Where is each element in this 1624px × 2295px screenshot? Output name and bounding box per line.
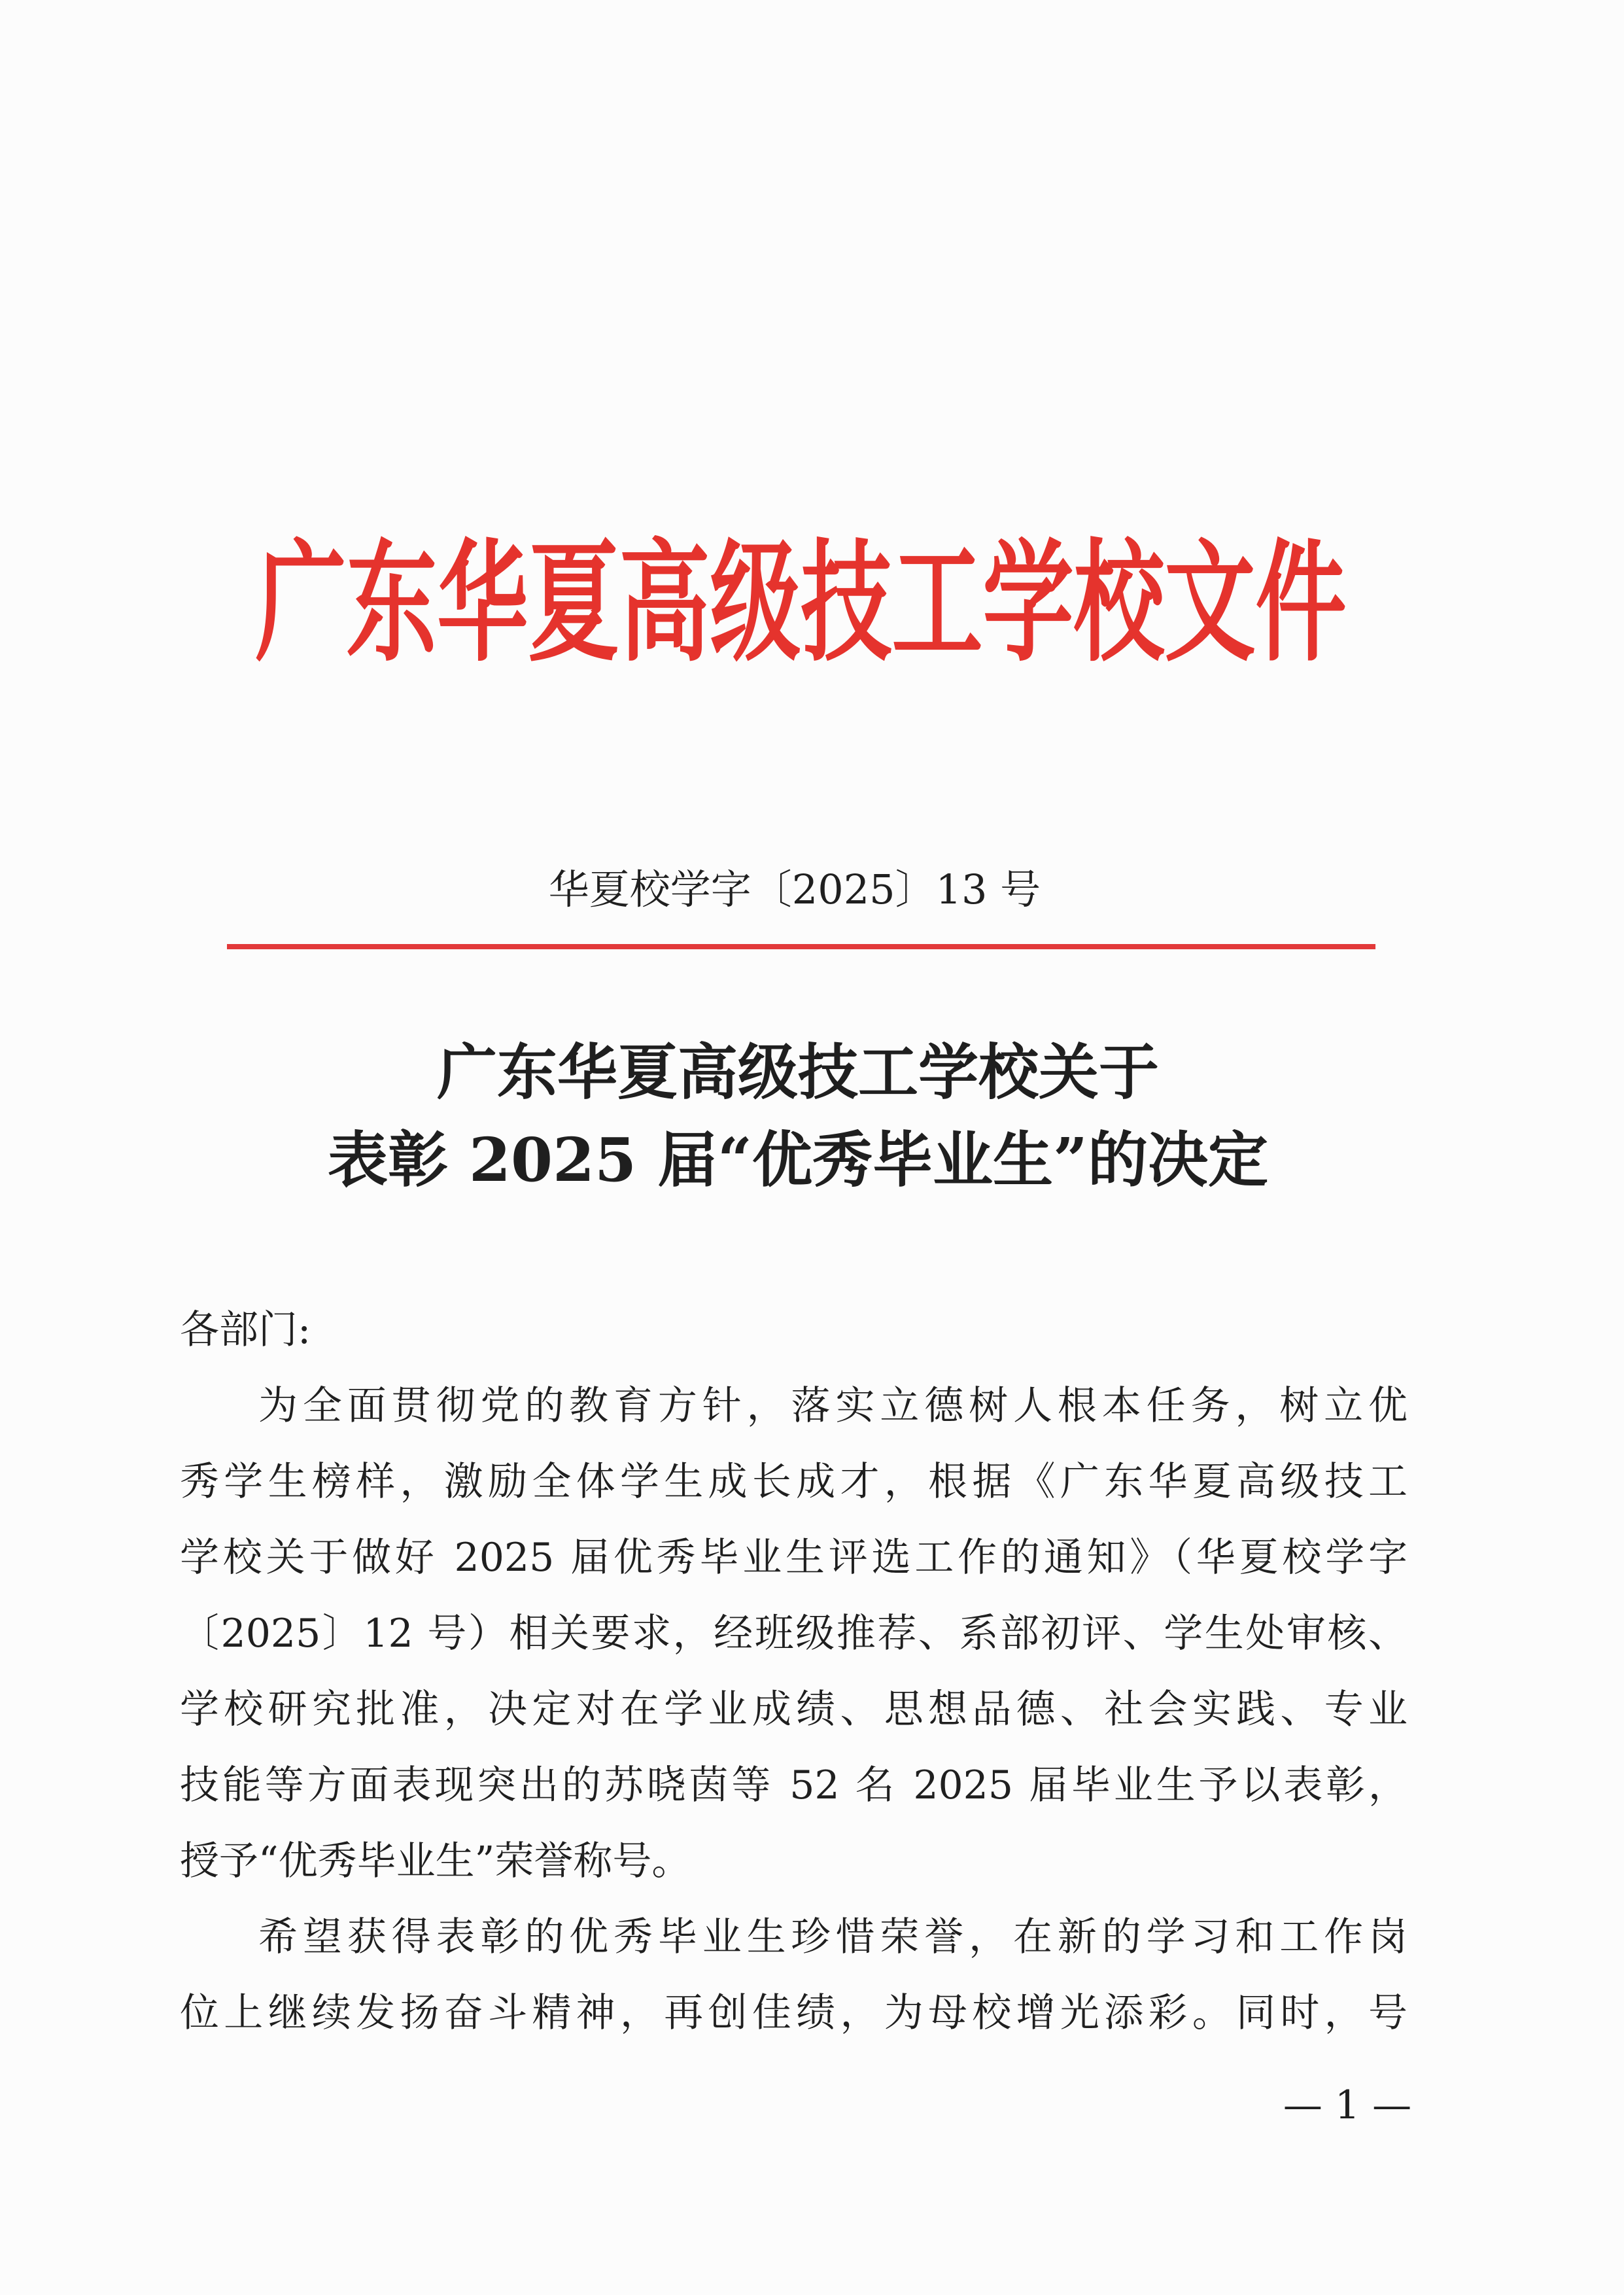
document-body xyxy=(180,1292,1408,2051)
page-number: — 1 — xyxy=(1283,2082,1412,2128)
salutation: 各部门: xyxy=(180,1307,311,1353)
paragraph-line: 秀学生榜样，激励全体学生成长成才，根据《广东华夏高级技工 xyxy=(180,1459,1408,1505)
paragraph-1 xyxy=(180,1368,1408,1899)
paragraph-2 xyxy=(180,1899,1408,2051)
paragraph-line: 授予“优秀毕业生”荣誉称号。 xyxy=(180,1838,691,1884)
document-title xyxy=(180,1028,1416,1204)
paragraph-line: 学校关于做好 2025 届优秀毕业生评选工作的通知》（华夏校学字 xyxy=(180,1535,1408,1581)
paragraph-line: 〔2025〕12 号）相关要求，经班级推荐、系部初评、学生处审核、 xyxy=(180,1611,1408,1656)
document-title-line-2: 表彰 2025 届“优秀毕业生”的决定 xyxy=(328,1125,1268,1195)
paragraph-line: 技能等方面表现突出的苏晓茵等 52 名 2025 届毕业生予以表彰， xyxy=(180,1762,1408,1808)
document-number: 华夏校学字〔2025〕13 号 xyxy=(548,866,1041,913)
document-header-title: 广东华夏高级技工学校文件 xyxy=(255,526,1347,680)
paragraph-line: 希望获得表彰的优秀毕业生珍惜荣誉，在新的学习和工作岗 xyxy=(258,1914,1408,1960)
paragraph-line: 为全面贯彻党的教育方针，落实立德树人根本任务，树立优 xyxy=(258,1383,1408,1429)
document-title-line-1: 广东华夏高级技工学校关于 xyxy=(436,1037,1159,1108)
paragraph-line: 学校研究批准，决定对在学业成绩、思想品德、社会实践、专业 xyxy=(180,1687,1408,1732)
header-red-rule xyxy=(227,944,1375,949)
paragraph-line: 位上继续发扬奋斗精神，再创佳绩，为母校增光添彩。同时，号 xyxy=(180,1990,1408,2036)
